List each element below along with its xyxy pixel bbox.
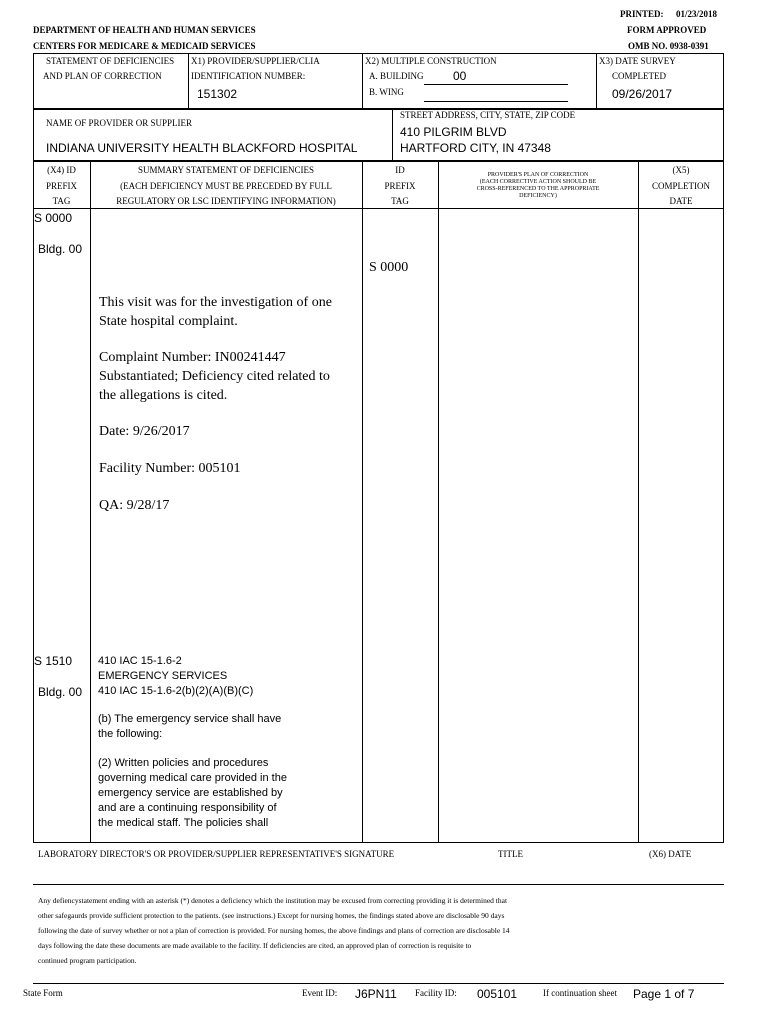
event-id-label: Event ID: — [302, 988, 338, 998]
col-plan-2: (EACH CORRECTIVE ACTION SHOULD BE — [479, 179, 597, 185]
facility-id-label: Facility ID: — [415, 988, 457, 998]
survey-date: 09/26/2017 — [612, 87, 673, 101]
provider-name-label: NAME OF PROVIDER OR SUPPLIER — [46, 118, 193, 128]
qa-text: QA: 9/28/17 — [99, 498, 170, 513]
provider-id-number: 151302 — [197, 87, 238, 101]
address-line-2: HARTFORD CITY, IN 47348 — [400, 141, 551, 155]
row1-bldg: Bldg. 00 — [38, 242, 83, 256]
col-x4-3: TAG — [52, 196, 71, 206]
col-plan-4: DEFICIENCY) — [519, 193, 557, 199]
row2-bldg: Bldg. 00 — [38, 685, 83, 699]
building-label: A. BUILDING — [369, 71, 424, 81]
event-id-value: J6PN11 — [355, 987, 397, 1001]
col-id-1: ID — [395, 165, 405, 175]
continuation-label: If continuation sheet — [543, 988, 617, 998]
col-x5-3: DATE — [669, 196, 693, 206]
footnote: Any defiencystatement ending with an asterisk (*) denotes a deficiency which the institution may be excused from correcting providing it is determined that other safegaurds provide sufficient protection to the patients. (see instructions.) Except for nursing homes, the findings stated above are disclosable 90 days following the date of survey whether or not a plan of correction is provided. For nursing homes, the above findings and plans of correction are disclosable 14 days following the date these documents are made available to the facility. If deficiencies are cited, an approved plan of correction is requisite to continued program participation. — [38, 896, 510, 965]
x3-label-1: X3) DATE SURVEY — [599, 56, 676, 66]
regulation-text: 410 IAC 15-1.6-2 EMERGENCY SERVICES 410 IAC 15-1.6-2(b)(2)(A)(B)(C) — [98, 655, 254, 697]
col-summary-2: (EACH DEFICIENCY MUST BE PRECEDED BY FULL — [120, 181, 332, 191]
row1-right-tag: S 0000 — [369, 260, 409, 275]
title-label: TITLE — [498, 849, 523, 859]
address-label: STREET ADDRESS, CITY, STATE, ZIP CODE — [400, 110, 576, 120]
building-value: 00 — [453, 69, 467, 83]
facility-text: Facility Number: 005101 — [99, 461, 241, 476]
x2-label: X2) MULTIPLE CONSTRUCTION — [365, 56, 497, 66]
statement-label-2: AND PLAN OF CORRECTION — [43, 71, 162, 81]
date-text: Date: 9/26/2017 — [99, 424, 190, 439]
row2-tag: S 1510 — [34, 654, 73, 668]
col-id-3: TAG — [391, 196, 409, 206]
emergency-text: (b) The emergency service shall have the following: — [98, 713, 282, 740]
col-x4-1: (X4) ID — [47, 165, 76, 175]
policies-text: (2) Written policies and procedures governing medical care provided in the emergency service are established by and are a continuing responsibility of the medical staff. The policies shall — [98, 757, 287, 829]
department-title: DEPARTMENT OF HEALTH AND HUMAN SERVICES — [33, 25, 256, 35]
facility-id-value: 005101 — [477, 987, 518, 1001]
complaint-text: Complaint Number: IN00241447 Substantiated; Deficiency cited related to the allegations is cited. — [99, 350, 330, 403]
printed-date: 01/23/2018 — [676, 9, 718, 19]
address-line-1: 410 PILGRIM BLVD — [400, 125, 507, 139]
x3-label-2: COMPLETED — [612, 71, 666, 81]
provider-name: INDIANA UNIVERSITY HEALTH BLACKFORD HOSPITAL — [46, 141, 358, 155]
form-approved: FORM APPROVED — [627, 25, 707, 35]
centers-title: CENTERS FOR MEDICARE & MEDICAID SERVICES — [33, 41, 256, 51]
signature-label: LABORATORY DIRECTOR'S OR PROVIDER/SUPPLIER REPRESENTATIVE'S SIGNATURE — [38, 849, 395, 859]
row1-tag: S 0000 — [34, 211, 73, 225]
page-number: Page 1 of 7 — [633, 987, 695, 1001]
col-summary-3: REGULATORY OR LSC IDENTIFYING INFORMATION) — [116, 196, 336, 206]
x6-date-label: (X6) DATE — [649, 849, 692, 859]
col-x5-1: (X5) — [672, 165, 690, 175]
col-x4-2: PREFIX — [45, 181, 77, 191]
x1-label-1: X1) PROVIDER/SUPPLIER/CLIA — [191, 56, 320, 66]
wing-label: B. WING — [369, 87, 404, 97]
x1-label-2: IDENTIFICATION NUMBER: — [191, 71, 306, 81]
omb-number: OMB NO. 0938-0391 — [628, 41, 709, 51]
col-plan-1: PROVIDER'S PLAN OF CORRECTION — [487, 172, 589, 178]
printed-label: PRINTED: — [620, 9, 664, 19]
state-form-label: State Form — [23, 988, 63, 998]
col-x5-2: COMPLETION — [652, 181, 710, 191]
col-summary-1: SUMMARY STATEMENT OF DEFICIENCIES — [137, 165, 315, 175]
statement-label-1: STATEMENT OF DEFICIENCIES — [46, 56, 175, 66]
col-id-2: PREFIX — [384, 181, 416, 191]
col-plan-3: CROSS-REFERENCED TO THE APPROPRIATE — [476, 186, 600, 192]
visit-text: This visit was for the investigation of one State hospital complaint. — [99, 295, 332, 329]
